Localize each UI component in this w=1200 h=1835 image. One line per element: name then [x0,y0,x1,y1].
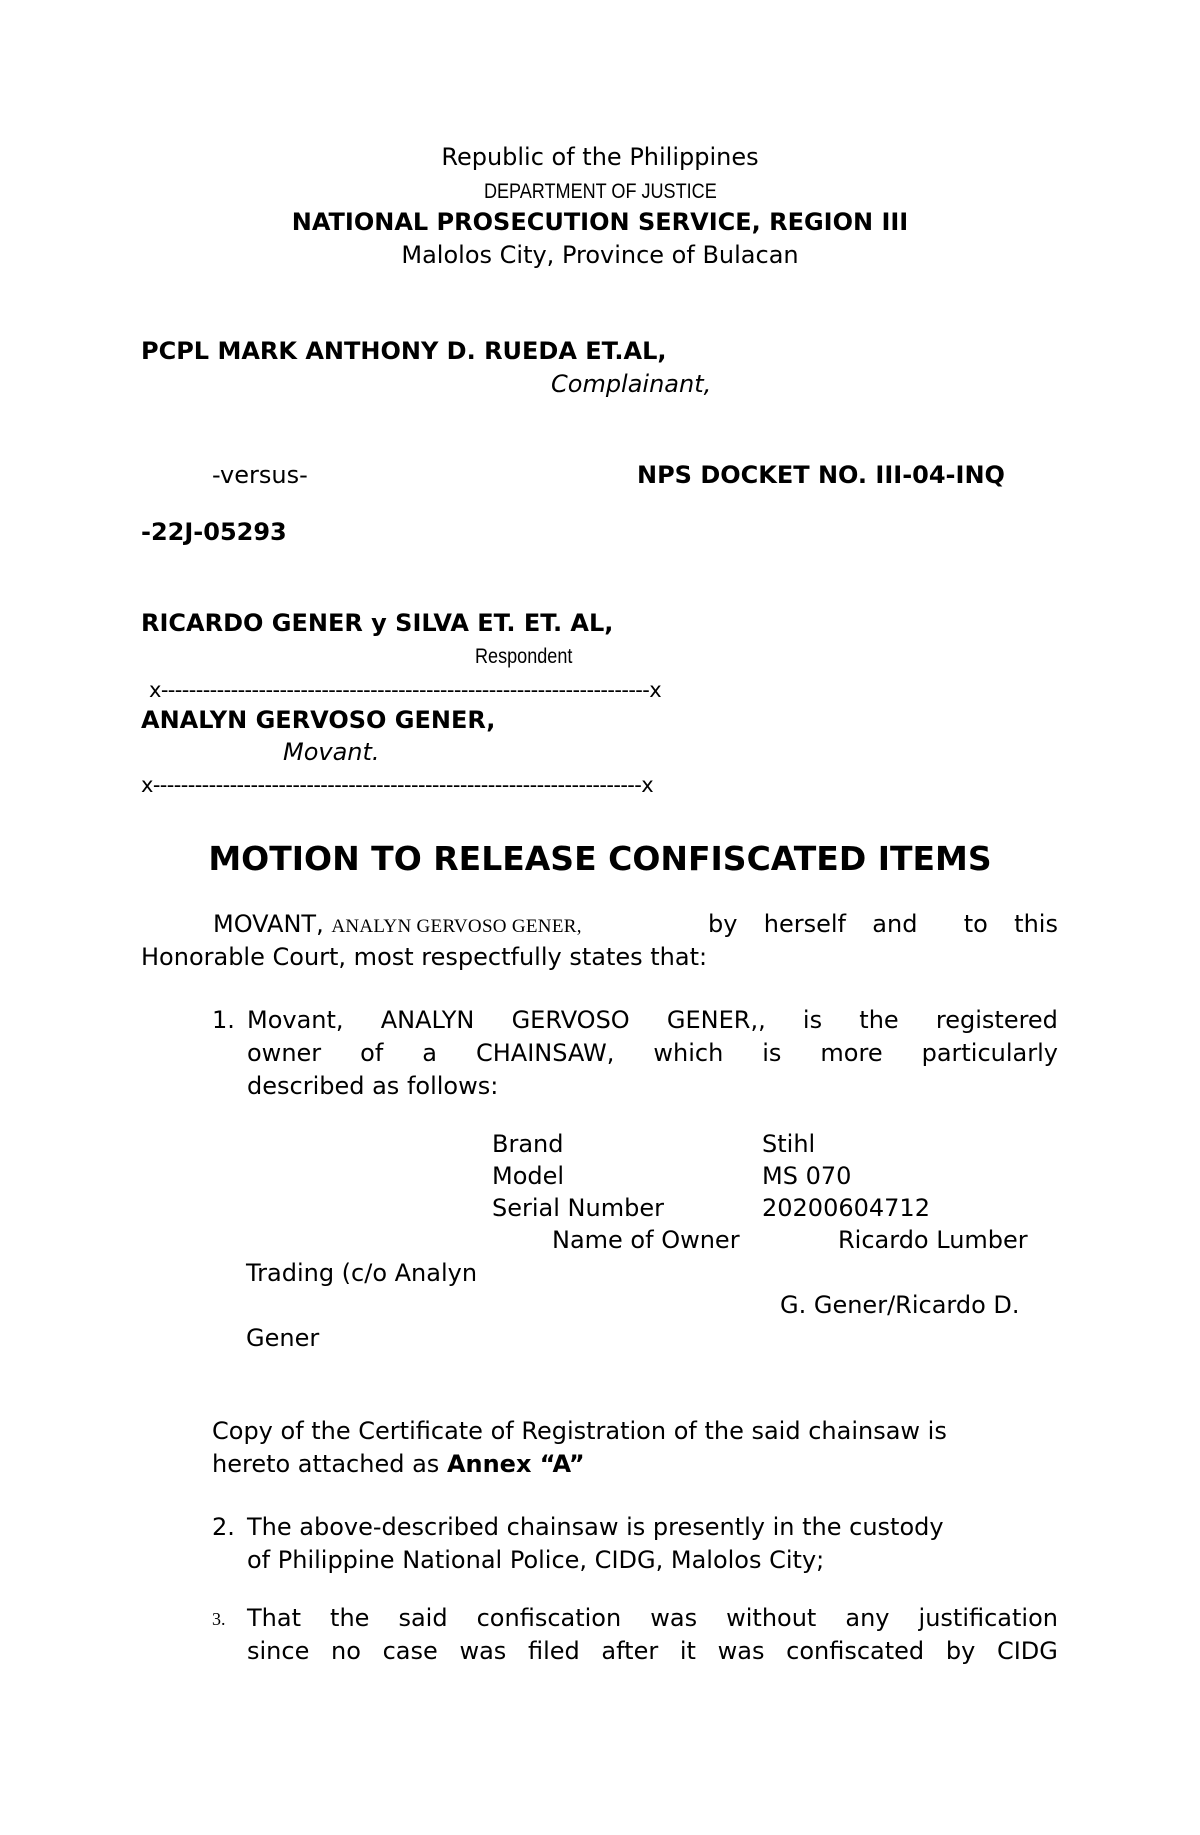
movant-name: ANALYN GERVOSO GENER, [141,706,496,734]
paragraph-1-number: 1. [212,1006,235,1034]
owner-wrap-line2: G. Gener/Ricardo D. [780,1291,1020,1319]
word: after [601,1637,659,1665]
separator-line: x----------------------------------------------------------------------x [141,773,654,797]
word: That [247,1604,301,1632]
word: GERVOSO [511,1006,630,1034]
header-republic: Republic of the Philippines [441,143,759,171]
word: a [422,1039,437,1067]
word: since [247,1637,310,1665]
detail-value-owner: Ricardo Lumber [838,1226,1028,1254]
word: which [653,1039,724,1067]
docket-number-continued: -22J-05293 [141,518,287,546]
owner-wrap-line3: Gener [246,1324,320,1352]
annex-reference: Annex “A” [446,1450,585,1478]
header-location: Malolos City, Province of Bulacan [401,241,799,269]
word: any [845,1604,890,1632]
annex-prefix: hereto attached as [212,1450,440,1478]
paragraph-2-number: 2. [212,1513,235,1541]
detail-value-brand: Stihl [762,1130,816,1158]
word: registered [935,1006,1058,1034]
owner-wrap-line1: Trading (c/o Analyn [246,1259,478,1287]
word: the [859,1006,899,1034]
separator-line: x----------------------------------------------------------------------x [149,678,662,702]
intro-line2: Honorable Court, most respectfully states that: [141,943,708,971]
word: GENER,, [666,1006,766,1034]
annex-line1: Copy of the Certificate of Registration of the said chainsaw is [212,1417,947,1445]
word: the [330,1604,370,1632]
paragraph-3-line2 [247,1636,1058,1666]
word: by [708,910,738,938]
word: no [331,1637,361,1665]
word: was [459,1637,507,1665]
paragraph-3-number: 3. [212,1609,226,1629]
versus-label: -versus- [212,461,308,489]
department-text: DEPARTMENT OF JUSTICE [483,180,717,203]
annex-line2 [212,1449,585,1479]
movant-label: Movant. [283,738,380,766]
word: this [1014,910,1058,938]
docket-number: NPS DOCKET NO. III-04-INQ [637,461,1005,489]
word: of [360,1039,384,1067]
paragraph-1-line1 [247,1005,1058,1035]
word: and [872,910,918,938]
word: it [679,1637,696,1665]
word: CHAINSAW, [475,1039,615,1067]
header-department [0,176,1200,207]
word: herself [763,910,846,938]
header-office: NATIONAL PROSECUTION SERVICE, REGION III [291,208,909,236]
word: was [717,1637,765,1665]
paragraph-3-line1 [247,1603,1058,1633]
word: to [963,910,988,938]
detail-label-serial: Serial Number [492,1194,664,1222]
respondent-label [475,641,588,672]
word: without [726,1604,817,1632]
word: confiscated [786,1637,925,1665]
intro-movant-name: ANALYN GERVOSO GENER, [331,916,582,937]
detail-label-brand: Brand [492,1130,564,1158]
word: justification [918,1604,1058,1632]
complainant-name: PCPL MARK ANTHONY D. RUEDA ET.AL, [141,337,667,365]
intro-lead [213,909,582,942]
word: was [650,1604,698,1632]
word: is [762,1039,782,1067]
word: confiscation [476,1604,622,1632]
word: said [398,1604,448,1632]
paragraph-2-line2: of Philippine National Police, CIDG, Malolos City; [247,1546,825,1574]
word: particularly [921,1039,1058,1067]
word: by [945,1637,976,1665]
word: CIDG [996,1637,1058,1665]
detail-label-owner: Name of Owner [552,1226,740,1254]
detail-label-model: Model [492,1162,565,1190]
intro-rest [708,909,1058,939]
respondent-name: RICARDO GENER y SILVA ET. ET. AL, [141,609,614,637]
paragraph-1-line3: described as follows: [247,1072,499,1100]
detail-value-model: MS 070 [762,1162,852,1190]
word: is [802,1006,823,1034]
word: owner [247,1039,322,1067]
word: ANALYN [380,1006,475,1034]
word: case [382,1637,438,1665]
intro-movant: MOVANT, [213,910,324,938]
word: more [820,1039,883,1067]
motion-title: MOTION TO RELEASE CONFISCATED ITEMS [208,839,992,878]
detail-value-serial: 20200604712 [762,1194,930,1222]
paragraph-1-line2 [247,1038,1058,1068]
paragraph-2-line1: The above-described chainsaw is presently in the custody [247,1513,944,1541]
respondent-label-text: Respondent [475,645,573,668]
word: filed [527,1637,580,1665]
complainant-label: Complainant, [551,370,712,398]
word: Movant, [247,1006,344,1034]
